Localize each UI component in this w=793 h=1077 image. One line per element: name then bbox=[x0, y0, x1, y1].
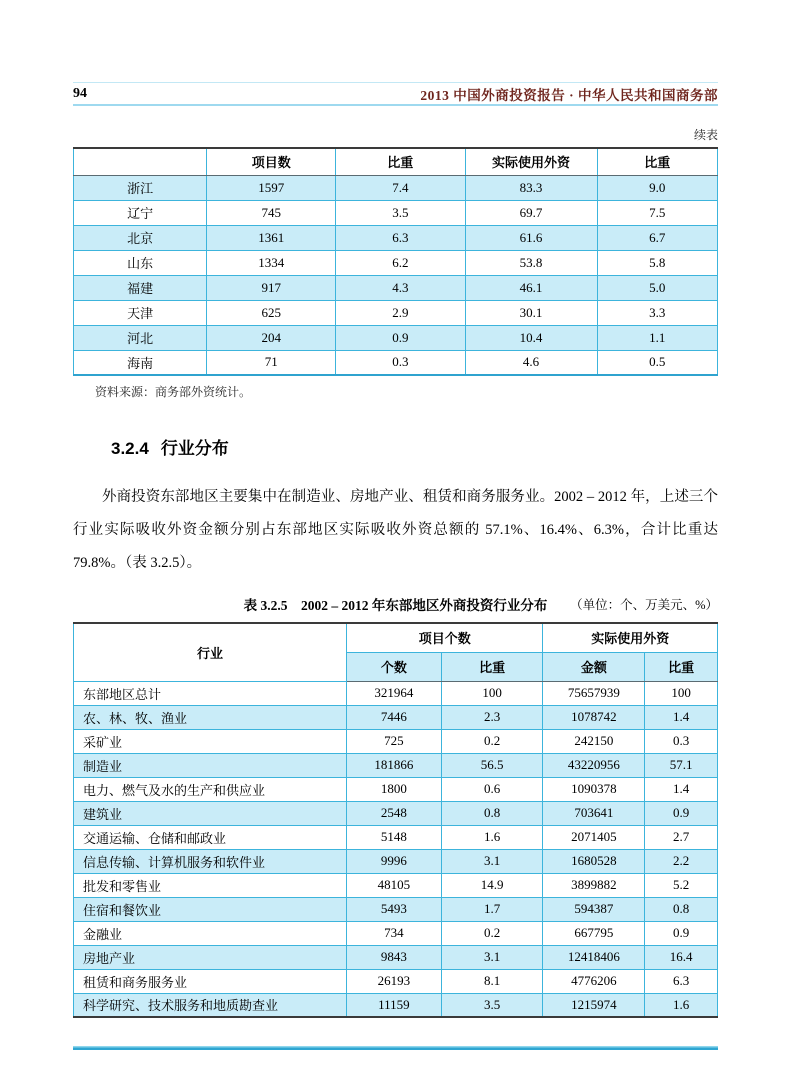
row-label-cell: 房地产业 bbox=[74, 945, 347, 969]
table-group-header-row bbox=[74, 623, 718, 652]
table-row bbox=[74, 350, 718, 375]
row-label-cell: 交通运输、仓储和邮政业 bbox=[74, 825, 347, 849]
table-row bbox=[74, 200, 718, 225]
value-cell: 725 bbox=[347, 729, 442, 753]
running-header bbox=[73, 82, 718, 106]
value-cell: 917 bbox=[207, 275, 336, 300]
row-label-cell: 河北 bbox=[74, 325, 207, 350]
table-caption-row bbox=[73, 594, 718, 614]
value-cell: 734 bbox=[347, 921, 442, 945]
region-table-body bbox=[74, 175, 718, 375]
row-label-cell: 北京 bbox=[74, 225, 207, 250]
value-cell: 46.1 bbox=[465, 275, 597, 300]
table-row bbox=[74, 849, 718, 873]
value-cell: 0.2 bbox=[441, 921, 543, 945]
value-cell: 3.5 bbox=[336, 200, 465, 225]
value-cell: 0.3 bbox=[645, 729, 718, 753]
value-cell: 1597 bbox=[207, 175, 336, 200]
table-row bbox=[74, 801, 718, 825]
value-cell: 4.3 bbox=[336, 275, 465, 300]
value-cell: 1680528 bbox=[543, 849, 645, 873]
table-row bbox=[74, 969, 718, 993]
table-row bbox=[74, 681, 718, 705]
value-cell: 3.1 bbox=[441, 849, 543, 873]
region-table-head bbox=[74, 148, 718, 175]
value-cell: 1.4 bbox=[645, 705, 718, 729]
table-row bbox=[74, 325, 718, 350]
value-cell: 0.8 bbox=[441, 801, 543, 825]
value-cell: 16.4 bbox=[645, 945, 718, 969]
table-caption: 表 3.2.5 2002 – 2012 年东部地区外商投资行业分布 bbox=[243, 598, 548, 613]
value-cell: 1.7 bbox=[441, 897, 543, 921]
row-label-cell: 电力、燃气及水的生产和供应业 bbox=[74, 777, 347, 801]
section-number: 3.2.4 bbox=[111, 439, 149, 458]
value-cell: 242150 bbox=[543, 729, 645, 753]
value-cell: 5148 bbox=[347, 825, 442, 849]
table-row bbox=[74, 945, 718, 969]
value-cell: 0.5 bbox=[597, 350, 717, 375]
column-header-industry: 行业 bbox=[74, 623, 347, 681]
region-investment-table bbox=[73, 147, 718, 376]
value-cell: 61.6 bbox=[465, 225, 597, 250]
value-cell: 8.1 bbox=[441, 969, 543, 993]
value-cell: 5.8 bbox=[597, 250, 717, 275]
value-cell: 181866 bbox=[347, 753, 442, 777]
table-row bbox=[74, 300, 718, 325]
row-label-cell: 辽宁 bbox=[74, 200, 207, 225]
table-row bbox=[74, 250, 718, 275]
value-cell: 0.8 bbox=[645, 897, 718, 921]
value-cell: 0.9 bbox=[645, 801, 718, 825]
value-cell: 26193 bbox=[347, 969, 442, 993]
value-cell: 667795 bbox=[543, 921, 645, 945]
value-cell: 100 bbox=[645, 681, 718, 705]
body-paragraph: 外商投资东部地区主要集中在制造业、房地产业、租赁和商务服务业。2002 – 2012 年，上述三个行业实际吸收外资金额分别占东部地区实际吸收外资总额的 57.1%、16.4%、6.3%，合计比重达 79.8%。（表 3.2.5）。 bbox=[73, 489, 718, 571]
table-row bbox=[74, 825, 718, 849]
value-cell: 6.7 bbox=[597, 225, 717, 250]
row-label-cell: 采矿业 bbox=[74, 729, 347, 753]
table-row bbox=[74, 873, 718, 897]
value-cell: 48105 bbox=[347, 873, 442, 897]
table-row bbox=[74, 275, 718, 300]
group-header-utilized-fdi: 实际使用外资 bbox=[543, 623, 718, 652]
value-cell: 30.1 bbox=[465, 300, 597, 325]
column-header-share-2: 比重 bbox=[597, 148, 717, 175]
value-cell: 1334 bbox=[207, 250, 336, 275]
continued-table-label: 续表 bbox=[693, 128, 718, 142]
value-cell: 1078742 bbox=[543, 705, 645, 729]
value-cell: 6.2 bbox=[336, 250, 465, 275]
row-label-cell: 建筑业 bbox=[74, 801, 347, 825]
section-heading bbox=[111, 434, 718, 459]
value-cell: 3.3 bbox=[597, 300, 717, 325]
table-row bbox=[74, 225, 718, 250]
value-cell: 1215974 bbox=[543, 993, 645, 1017]
value-cell: 5.2 bbox=[645, 873, 718, 897]
sub-header-count: 个数 bbox=[347, 652, 442, 681]
value-cell: 2.9 bbox=[336, 300, 465, 325]
value-cell: 204 bbox=[207, 325, 336, 350]
value-cell: 12418406 bbox=[543, 945, 645, 969]
value-cell: 7446 bbox=[347, 705, 442, 729]
units-label: （单位：个、万美元、%） bbox=[570, 598, 718, 612]
row-label-cell: 批发和零售业 bbox=[74, 873, 347, 897]
value-cell: 0.6 bbox=[441, 777, 543, 801]
table-row bbox=[74, 921, 718, 945]
value-cell: 703641 bbox=[543, 801, 645, 825]
value-cell: 75657939 bbox=[543, 681, 645, 705]
value-cell: 1.6 bbox=[441, 825, 543, 849]
value-cell: 56.5 bbox=[441, 753, 543, 777]
value-cell: 0.2 bbox=[441, 729, 543, 753]
value-cell: 3.1 bbox=[441, 945, 543, 969]
page-number: 94 bbox=[73, 85, 87, 101]
value-cell: 2.3 bbox=[441, 705, 543, 729]
report-header-title: 2013 中国外商投资报告 · 中华人民共和国商务部 bbox=[420, 87, 718, 103]
table-row bbox=[74, 777, 718, 801]
sub-header-share-2: 比重 bbox=[645, 652, 718, 681]
value-cell: 71 bbox=[207, 350, 336, 375]
row-label-cell: 租赁和商务服务业 bbox=[74, 969, 347, 993]
value-cell: 5493 bbox=[347, 897, 442, 921]
value-cell: 4776206 bbox=[543, 969, 645, 993]
value-cell: 1800 bbox=[347, 777, 442, 801]
value-cell: 6.3 bbox=[336, 225, 465, 250]
value-cell: 1.6 bbox=[645, 993, 718, 1017]
row-label-cell: 住宿和餐饮业 bbox=[74, 897, 347, 921]
sub-header-amount: 金额 bbox=[543, 652, 645, 681]
row-label-cell: 东部地区总计 bbox=[74, 681, 347, 705]
row-label-cell: 天津 bbox=[74, 300, 207, 325]
value-cell: 53.8 bbox=[465, 250, 597, 275]
value-cell: 0.3 bbox=[336, 350, 465, 375]
row-label-cell: 农、林、牧、渔业 bbox=[74, 705, 347, 729]
value-cell: 0.9 bbox=[336, 325, 465, 350]
value-cell: 6.3 bbox=[645, 969, 718, 993]
value-cell: 2.2 bbox=[645, 849, 718, 873]
value-cell: 1361 bbox=[207, 225, 336, 250]
value-cell: 3.5 bbox=[441, 993, 543, 1017]
page-content bbox=[73, 82, 718, 1050]
row-label-cell: 福建 bbox=[74, 275, 207, 300]
row-label-cell: 金融业 bbox=[74, 921, 347, 945]
column-header-region bbox=[74, 148, 207, 175]
value-cell: 69.7 bbox=[465, 200, 597, 225]
industry-table-body bbox=[74, 681, 718, 1017]
value-cell: 594387 bbox=[543, 897, 645, 921]
bottom-decorative-rule bbox=[73, 1046, 718, 1050]
value-cell: 4.6 bbox=[465, 350, 597, 375]
table-row bbox=[74, 753, 718, 777]
table-row bbox=[74, 729, 718, 753]
value-cell: 1.1 bbox=[597, 325, 717, 350]
value-cell: 9996 bbox=[347, 849, 442, 873]
value-cell: 2548 bbox=[347, 801, 442, 825]
value-cell: 83.3 bbox=[465, 175, 597, 200]
value-cell: 43220956 bbox=[543, 753, 645, 777]
value-cell: 9843 bbox=[347, 945, 442, 969]
value-cell: 321964 bbox=[347, 681, 442, 705]
value-cell: 2.7 bbox=[645, 825, 718, 849]
value-cell: 10.4 bbox=[465, 325, 597, 350]
source-note: 资料来源：商务部外资统计。 bbox=[95, 385, 252, 399]
value-cell: 0.9 bbox=[645, 921, 718, 945]
value-cell: 7.4 bbox=[336, 175, 465, 200]
value-cell: 5.0 bbox=[597, 275, 717, 300]
value-cell: 11159 bbox=[347, 993, 442, 1017]
table-row bbox=[74, 993, 718, 1017]
row-label-cell: 海南 bbox=[74, 350, 207, 375]
industry-distribution-table bbox=[73, 622, 718, 1018]
row-label-cell: 制造业 bbox=[74, 753, 347, 777]
group-header-project-count: 项目个数 bbox=[347, 623, 543, 652]
value-cell: 1090378 bbox=[543, 777, 645, 801]
sub-header-share: 比重 bbox=[441, 652, 543, 681]
table-row bbox=[74, 705, 718, 729]
value-cell: 2071405 bbox=[543, 825, 645, 849]
value-cell: 1.4 bbox=[645, 777, 718, 801]
column-header-project-count: 项目数 bbox=[207, 148, 336, 175]
row-label-cell: 科学研究、技术服务和地质勘查业 bbox=[74, 993, 347, 1017]
value-cell: 625 bbox=[207, 300, 336, 325]
table-row bbox=[74, 175, 718, 200]
row-label-cell: 山东 bbox=[74, 250, 207, 275]
row-label-cell: 浙江 bbox=[74, 175, 207, 200]
value-cell: 3899882 bbox=[543, 873, 645, 897]
column-header-utilized-fdi: 实际使用外资 bbox=[465, 148, 597, 175]
industry-table-head bbox=[74, 623, 718, 681]
table-header-row bbox=[74, 148, 718, 175]
section-title: 行业分布 bbox=[160, 439, 229, 458]
value-cell: 100 bbox=[441, 681, 543, 705]
row-label-cell: 信息传输、计算机服务和软件业 bbox=[74, 849, 347, 873]
value-cell: 745 bbox=[207, 200, 336, 225]
value-cell: 9.0 bbox=[597, 175, 717, 200]
column-header-share: 比重 bbox=[336, 148, 465, 175]
table-row bbox=[74, 897, 718, 921]
value-cell: 7.5 bbox=[597, 200, 717, 225]
value-cell: 57.1 bbox=[645, 753, 718, 777]
value-cell: 14.9 bbox=[441, 873, 543, 897]
